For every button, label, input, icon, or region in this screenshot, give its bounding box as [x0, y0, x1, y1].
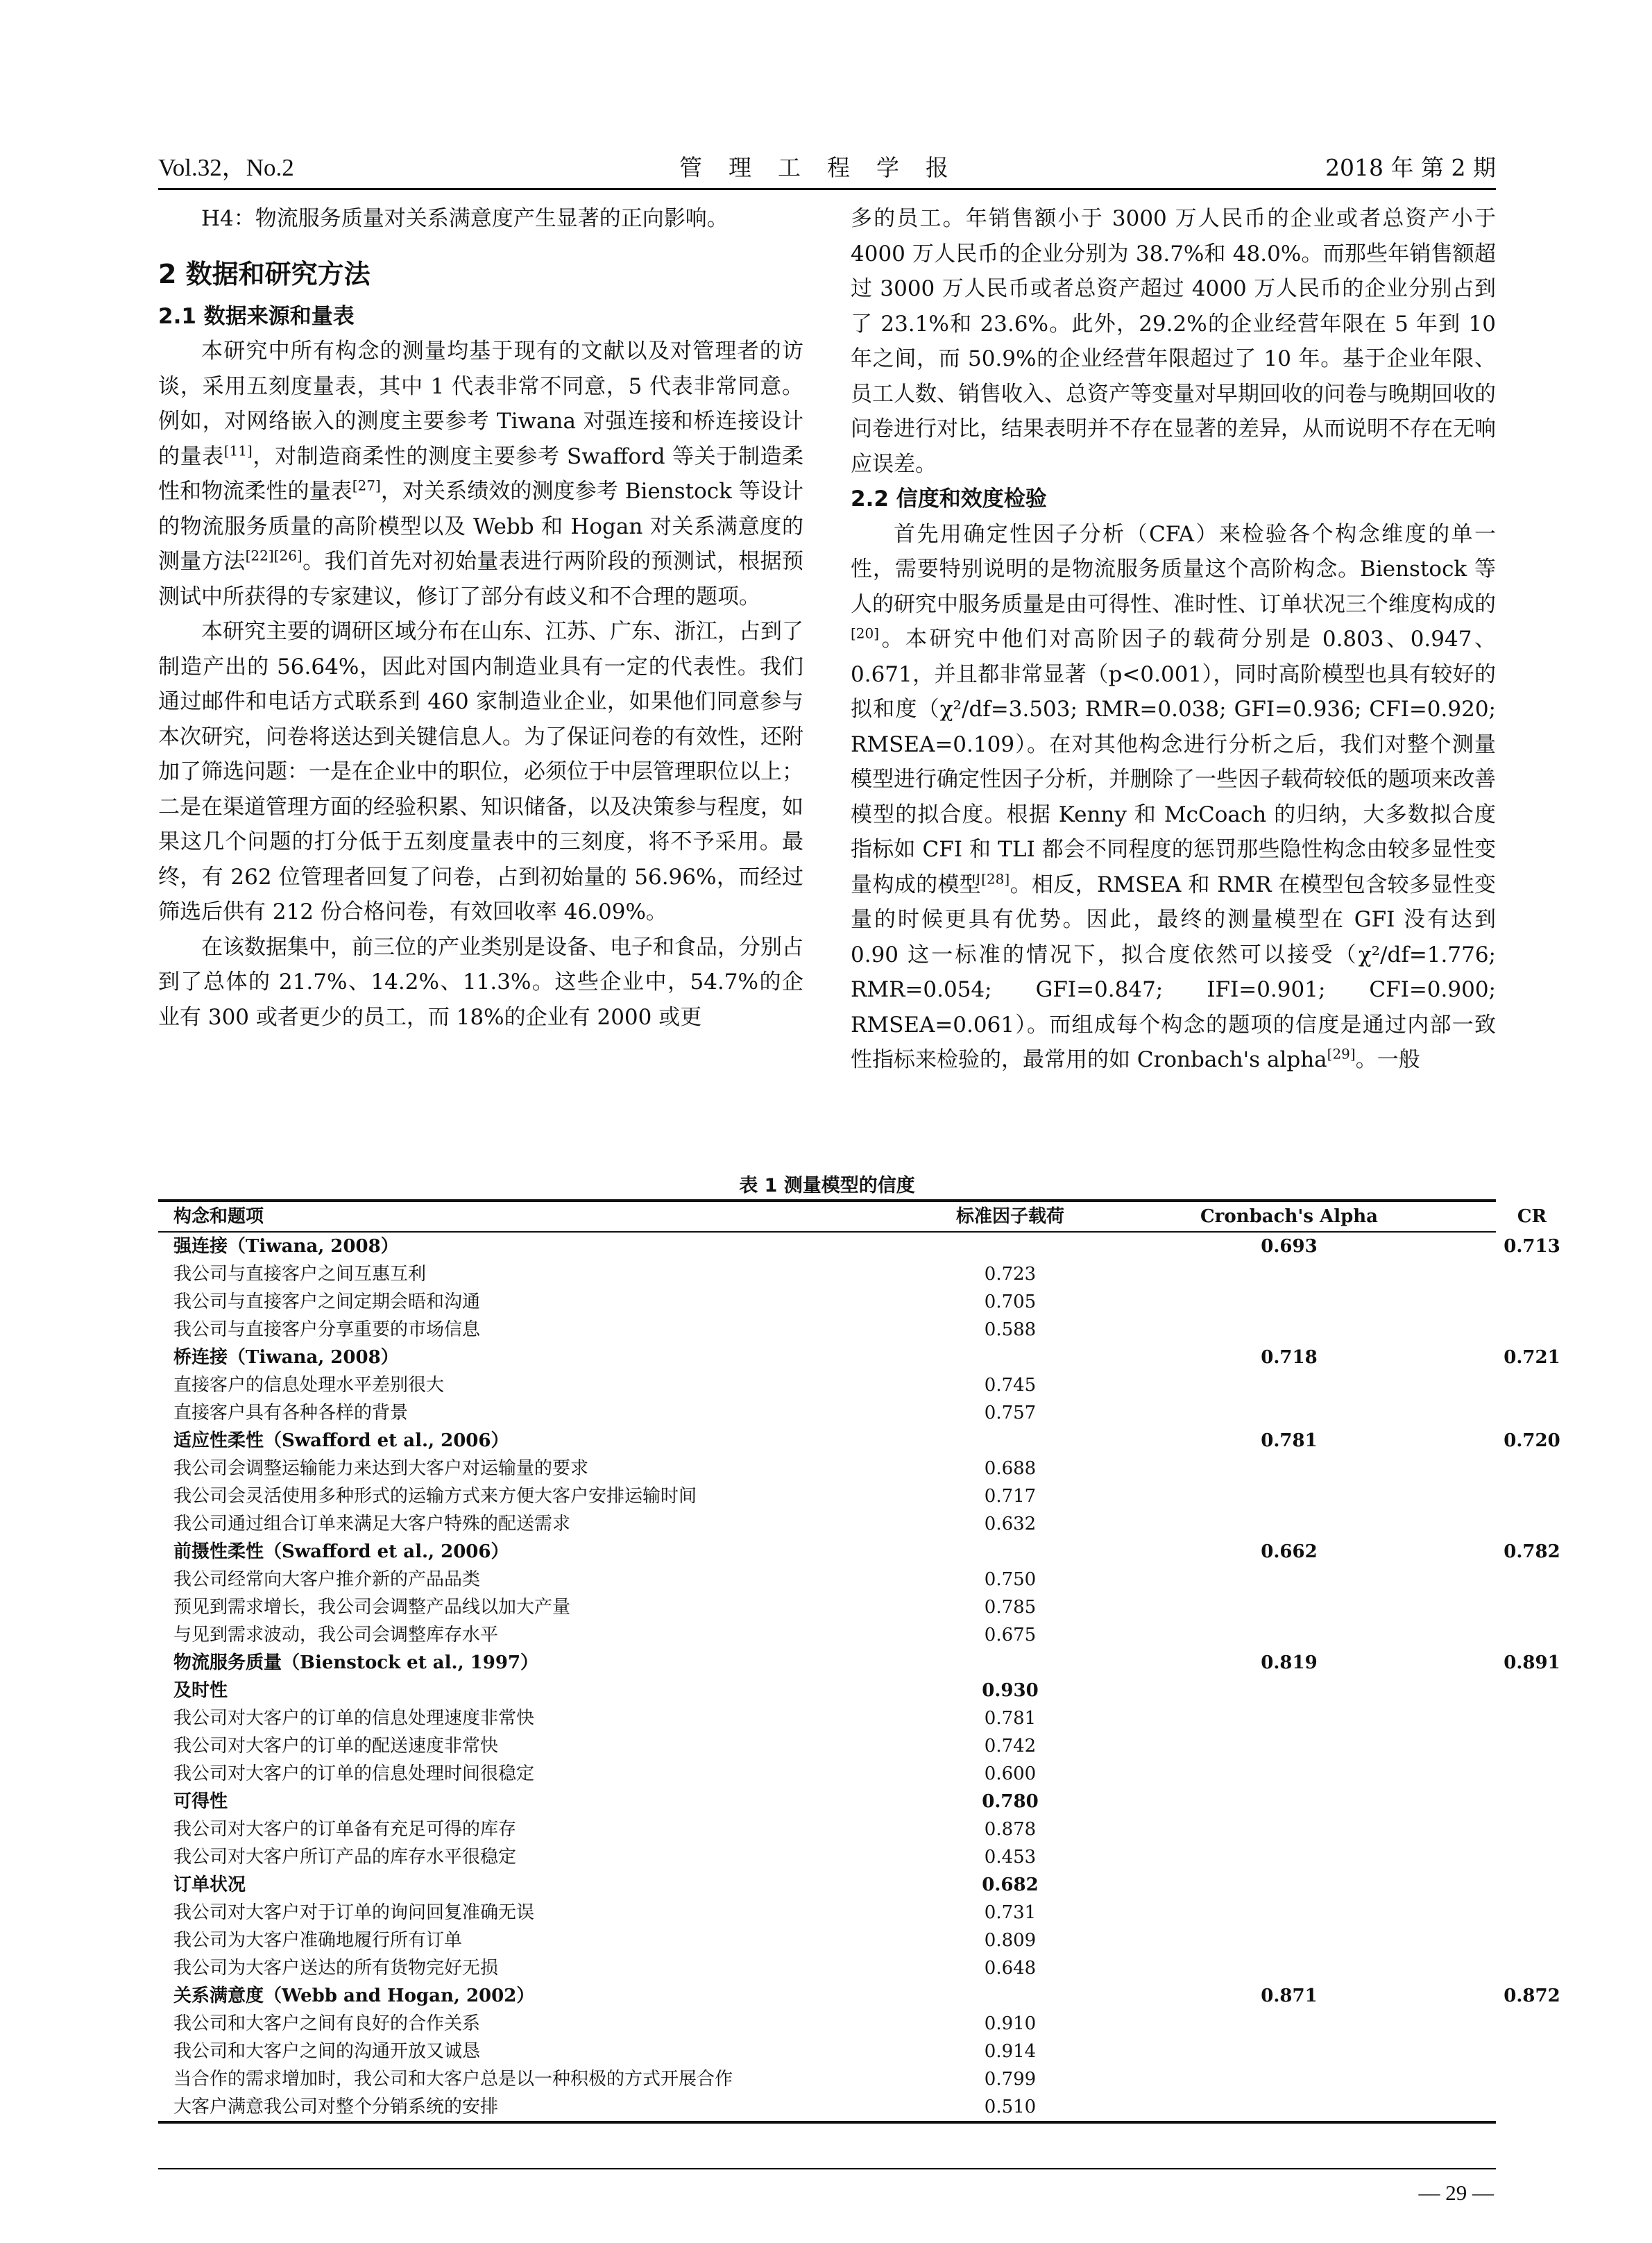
cell-construct: 我公司对大客户的订单的配送速度非常快: [173, 1736, 499, 1757]
cell-construct: 我公司对大客户对于订单的询问回复准确无误: [173, 1902, 535, 1923]
cell-loading: 0.750: [984, 1569, 1037, 1590]
table-row: [158, 1455, 1496, 1482]
cell-loading: 0.809: [984, 1930, 1037, 1951]
table-row: [158, 1927, 1496, 1954]
cell-loading: 0.705: [984, 1292, 1037, 1312]
paragraph-reliability: 首先用确定性因子分析（CFA）来检验各个构念维度的单一性，需要特别说明的是物流服务质量这个高阶构念。Bienstock 等人的研究中服务质量是由可得性、准时性、订单状况三个维度构成的[20]。本研究中他们对高阶因子的载荷分别是 0.803、0.947、0.671，并且都非常显著（p<0.001），同时高阶模型也具有较好的拟和度（χ²/df=3.503; RMR=0.038; GFI=0.936; CFI=0.920; RMSEA=0.109）。在对其他构念进行分析之后，我们对整个测量模型进行确定性因子分析，并删除了一些因子载荷较低的题项来改善模型的拟合度。根据 Kenny 和 McCoach 的归纳，大多数拟合度指标如 CFI 和 TLI 都会不同程度的惩罚那些隐性构念由较多显性变量构成的模型[28]。相反，RMSEA 和 RMR 在模型包含较多显性变量的时候更具有优势。因此，最终的测量模型在 GFI 没有达到 0.90 这一标准的情况下，拟合度依然可以接受（χ²/df=1.776; RMR=0.054; GFI=0.847; IFI=0.901; CFI=0.900; RMSEA=0.061）。而组成每个构念的题项的信度是通过内部一致性指标来检验的，最常用的如 Cronbach's alpha[29]。一般: [851, 521, 1496, 1072]
journal-volume: Vol.32，No.2: [158, 154, 294, 181]
cell-construct: 我公司对大客户所订产品的库存水平很稳定: [173, 1847, 517, 1868]
subsection-title-2-2: 2.2 信度和效度检验: [851, 486, 1047, 511]
cell-construct: 直接客户的信息处理水平差别很大: [173, 1375, 445, 1396]
cell-construct: 预见到需求增长，我公司会调整产品线以加大产量: [173, 1597, 571, 1618]
cell-construct: 直接客户具有各种各样的背景: [173, 1403, 409, 1423]
table-row: [158, 1593, 1496, 1621]
table-row: [158, 1732, 1496, 1760]
cell-loading: 0.914: [984, 2041, 1037, 2062]
cell-loading: 0.799: [984, 2069, 1037, 2090]
table-row: [158, 1954, 1496, 1982]
page-number: — 29 —: [1418, 2181, 1494, 2205]
cell-alpha: 0.693: [1261, 1236, 1318, 1257]
cell-construct: 当合作的需求增加时，我公司和大客户总是以一种积极的方式开展合作: [173, 2069, 733, 2090]
table-group-row: [158, 1871, 1496, 1899]
cell-construct: 及时性: [173, 1680, 228, 1701]
section-title: 2 数据和研究方法: [158, 258, 371, 289]
table-row: [158, 1760, 1496, 1788]
cell-construct: 适应性柔性（Swafford et al., 2006）: [173, 1430, 509, 1451]
cell-loading: 0.930: [982, 1680, 1039, 1701]
cell-construct: 我公司与直接客户分享重要的市场信息: [173, 1319, 481, 1340]
cell-construct: 大客户满意我公司对整个分销系统的安排: [173, 2097, 499, 2117]
cell-construct: 可得性: [173, 1791, 228, 1812]
cell-loading: 0.910: [984, 2013, 1037, 2034]
cell-alpha: 0.819: [1261, 1652, 1318, 1673]
cell-cr: 0.872: [1504, 1986, 1560, 2006]
table-caption: 表 1 测量模型的信度: [739, 1175, 915, 1196]
citation: [11]: [223, 442, 253, 459]
cell-loading: 0.717: [984, 1486, 1037, 1507]
table-group-row: [158, 1538, 1560, 1566]
table-group-row: [158, 1233, 1560, 1260]
cell-loading: 0.682: [982, 1874, 1039, 1895]
subsection-title-2-1: 2.1 数据来源和量表: [158, 303, 355, 329]
hypothesis-h4: H4：物流服务质量对关系满意度产生显著的正向影响。: [201, 206, 729, 231]
cell-construct: 桥连接（Tiwana, 2008）: [173, 1347, 399, 1368]
table-row: [158, 1288, 1496, 1316]
reliability-table: [158, 1199, 1560, 2124]
table-row: [158, 1316, 1496, 1344]
citation: [28]: [981, 870, 1010, 888]
cell-loading: 0.731: [984, 1902, 1037, 1923]
cell-loading: 0.688: [984, 1458, 1037, 1479]
table-row: [158, 1399, 1496, 1427]
cell-construct: 与见到需求波动，我公司会调整库存水平: [173, 1625, 499, 1645]
cell-loading: 0.600: [984, 1763, 1037, 1784]
cell-loading: 0.648: [984, 1958, 1037, 1979]
paragraph-measurement: 本研究中所有构念的测量均基于现有的文献以及对管理者的访谈，采用五刻度量表，其中 1 代表非常不同意，5 代表非常同意。例如，对网络嵌入的测度主要参考 Tiwana 对强连接和桥连接设计的量表[11]，对制造商柔性的测度主要参考 Swafford 等关于制造柔性和物流柔性的量表[27]，对关系绩效的测度参考 Bienstock 等设计的物流服务质量的高阶模型以及 Webb 和 Hogan 对关系满意度的测量方法[22][26]。我们首先对初始量表进行两阶段的预测试，根据预测试中所获得的专家建议，修订了部分有歧义和不合理的题项。: [158, 339, 804, 609]
cell-construct: 我公司与直接客户之间互惠互利: [173, 1264, 427, 1285]
cell-alpha: 0.662: [1261, 1541, 1318, 1562]
cell-construct: 我公司和大客户之间的沟通开放又诚恳: [173, 2041, 481, 2062]
paragraph-continued: 多的员工。年销售额小于 3000 万人民币的企业或者总资产小于 4000 万人民币的企业分别为 38.7%和 48.0%。而那些年销售额超过 3000 万人民币或者总资产超过 4000 万人民币的企业分别占到了 23.1%和 23.6%。此外，29.2%的企业经营年限在 5 年到 10 年之间，而 50.9%的企业经营年限超过了 10 年。基于企业年限、员工人数、销售收入、总资产等变量对早期回收的问卷与晚期回收的问卷进行对比，结果表明并不存在显著的差异，从而说明不存在无响应误差。: [851, 206, 1496, 477]
table-group-row: [158, 1649, 1560, 1677]
cell-construct: 我公司对大客户的订单备有充足可得的库存: [173, 1819, 517, 1840]
table-row: [158, 2065, 1496, 2093]
cell-construct: 我公司经常向大客户推介新的产品品类: [173, 1569, 481, 1590]
table-row: [158, 1371, 1496, 1399]
table-body: [158, 1233, 1560, 2121]
cell-construct: 我公司会灵活使用多种形式的运输方式来方便大客户安排运输时间: [173, 1486, 697, 1507]
cell-cr: 0.891: [1504, 1652, 1560, 1673]
header-loading: 标准因子载荷: [955, 1206, 1064, 1227]
table-row: [158, 1510, 1496, 1538]
table-row: [158, 1482, 1496, 1510]
cell-loading: 0.588: [984, 1319, 1037, 1340]
citation: [22][26]: [245, 547, 303, 564]
cell-cr: 0.782: [1504, 1541, 1560, 1562]
right-column: [851, 201, 1496, 1078]
cell-loading: 0.745: [984, 1375, 1037, 1396]
citation: [20]: [851, 625, 880, 642]
cell-construct: 我公司会调整运输能力来达到大客户对运输量的要求: [173, 1458, 589, 1479]
table-group-row: [158, 1427, 1560, 1455]
cell-construct: 关系满意度（Webb and Hogan, 2002）: [173, 1986, 535, 2006]
table-group-row: [158, 1788, 1496, 1815]
cell-construct: 物流服务质量（Bienstock et al., 1997）: [173, 1652, 539, 1673]
table-row: [158, 1566, 1496, 1593]
header-alpha: Cronbach's Alpha: [1200, 1206, 1379, 1227]
cell-loading: 0.780: [982, 1791, 1039, 1812]
citation: [27]: [352, 477, 381, 494]
table-row: [158, 1843, 1496, 1871]
cell-alpha: 0.781: [1261, 1430, 1318, 1451]
table-row: [158, 2010, 1496, 2038]
cell-construct: 我公司通过组合订单来满足大客户特殊的配送需求: [173, 1514, 571, 1534]
cell-construct: 前摄性柔性（Swafford et al., 2006）: [173, 1541, 509, 1562]
table-group-row: [158, 1982, 1560, 2010]
cell-loading: 0.632: [984, 1514, 1037, 1534]
journal-issue: 2018 年 第 2 期: [1325, 154, 1496, 181]
footer-rule: [158, 2168, 1496, 2169]
header-rule: [158, 188, 1496, 190]
cell-loading: 0.785: [984, 1597, 1037, 1618]
cell-loading: 0.878: [984, 1819, 1037, 1840]
cell-loading: 0.742: [984, 1736, 1037, 1757]
cell-construct: 我公司为大客户准确地履行所有订单: [173, 1930, 463, 1951]
paragraph-survey: 本研究主要的调研区域分布在山东、江苏、广东、浙江，占到了制造产出的 56.64%，因此对国内制造业具有一定的代表性。我们通过邮件和电话方式联系到 460 家制造业企业，如果他们同意参与本次研究，问卷将送达到关键信息人。为了保证问卷的有效性，还附加了筛选问题：一是在企业中的职位，必须位于中层管理职位以上；二是在渠道管理方面的经验积累、知识储备，以及决策参与程度，如果这几个问题的打分低于五刻度量表中的三刻度，将不予采用。最终，有 262 位管理者回复了问卷，占到初始量的 56.96%，而经过筛选后供有 212 份合格问卷，有效回收率 46.09%。: [158, 619, 803, 924]
table-group-row: [158, 1677, 1496, 1704]
cell-cr: 0.720: [1504, 1430, 1560, 1451]
table-row: [158, 2038, 1496, 2065]
left-column: [158, 201, 803, 1035]
table-row: [158, 1260, 1496, 1288]
table-row: [158, 1704, 1496, 1732]
table-header-row: [158, 1202, 1547, 1233]
cell-loading: 0.510: [984, 2097, 1037, 2117]
journal-title: 管理工程学报: [679, 154, 975, 181]
header-construct: 构念和题项: [173, 1206, 264, 1227]
table-row: [158, 2093, 1496, 2121]
cell-cr: 0.721: [1504, 1347, 1560, 1368]
cell-cr: 0.713: [1504, 1236, 1560, 1257]
cell-loading: 0.723: [984, 1264, 1037, 1285]
cell-construct: 订单状况: [173, 1874, 246, 1895]
table-row: [158, 1815, 1496, 1843]
header-cr: CR: [1517, 1206, 1547, 1227]
cell-loading: 0.453: [984, 1847, 1037, 1868]
cell-loading: 0.757: [984, 1403, 1037, 1423]
table-group-row: [158, 1344, 1560, 1371]
cell-alpha: 0.718: [1261, 1347, 1318, 1368]
table-row: [158, 1621, 1496, 1649]
cell-loading: 0.781: [984, 1708, 1037, 1729]
cell-alpha: 0.871: [1261, 1986, 1318, 2006]
table-row: [158, 1899, 1496, 1927]
cell-construct: 我公司和大客户之间有良好的合作关系: [173, 2013, 481, 2034]
cell-construct: 我公司为大客户送达的所有货物完好无损: [173, 1958, 499, 1979]
cell-loading: 0.675: [984, 1625, 1037, 1645]
running-header: [158, 151, 1496, 185]
cell-construct: 强连接（Tiwana, 2008）: [173, 1236, 399, 1257]
cell-construct: 我公司与直接客户之间定期会晤和沟通: [173, 1292, 481, 1312]
cell-construct: 我公司对大客户的订单的信息处理速度非常快: [173, 1708, 535, 1729]
paragraph-dataset: 在该数据集中，前三位的产业类别是设备、电子和食品，分别占到了总体的 21.7%、14.2%、11.3%。这些企业中，54.7%的企业有 300 或者更少的员工，而 18%的企业有 2000 或更: [158, 934, 803, 1030]
citation: [29]: [1327, 1045, 1356, 1063]
cell-construct: 我公司对大客户的订单的信息处理时间很稳定: [173, 1763, 535, 1784]
